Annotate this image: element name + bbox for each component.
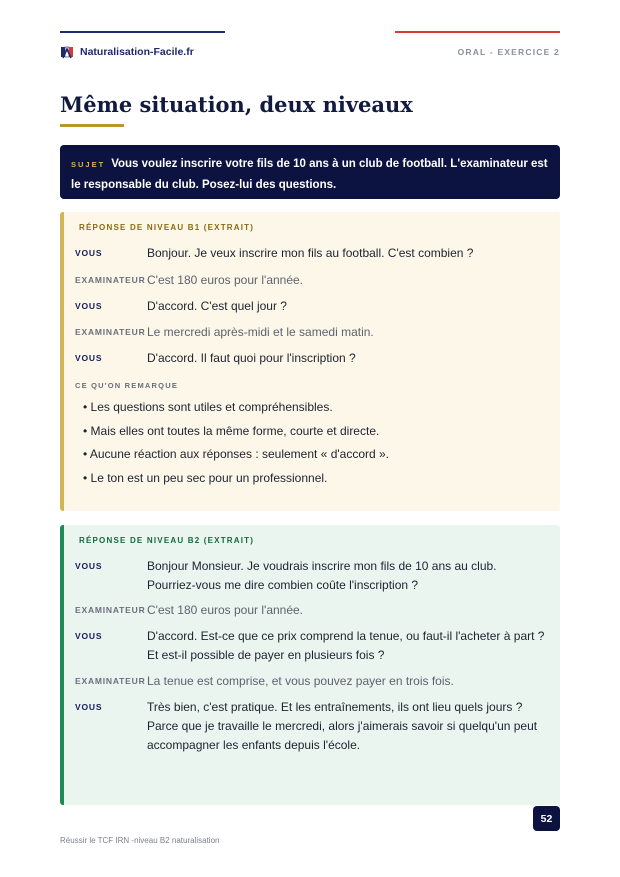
section-label: ORAL - EXERCICE 2 [457, 47, 560, 57]
remark-item: • Le ton est un peu sec pour un professionnel. [83, 470, 328, 485]
utterance: Le mercredi après-midi et le samedi matin. [147, 325, 374, 339]
remark-item: • Mais elles ont toutes la même forme, courte et directe. [83, 423, 380, 438]
speaker-label: VOUS [75, 631, 103, 641]
speaker-label: EXAMINATEUR [75, 605, 146, 615]
remarks-label: CE QU'ON REMARQUE [75, 381, 179, 390]
speaker-label: EXAMINATEUR [75, 275, 146, 285]
utterance: D'accord. Est-ce que ce prix comprend la tenue, ou faut-il l'acheter à part ? Et est-il possible de payer en plusieurs fois ? [147, 629, 545, 662]
utterance: Très bien, c'est pratique. Et les entraînements, ils ont lieu quels jours ? Parce que je travaille le mercredi, alors j'aimerais savoir si quelqu'un peut accompagner les enfants depuis l'école. [147, 700, 538, 752]
utterance: La tenue est comprise, et vous pouvez payer en trois fois. [147, 674, 454, 688]
utterance: D'accord. C'est quel jour ? [147, 299, 287, 313]
subject-tag: SUJET [71, 160, 106, 169]
speaker-label: VOUS [75, 561, 103, 571]
b1-panel-label: RÉPONSE DE NIVEAU B1 (EXTRAIT) [79, 223, 255, 232]
speaker-label: VOUS [75, 301, 103, 311]
speaker-label: EXAMINATEUR [75, 676, 146, 686]
b2-panel-label: RÉPONSE DE NIVEAU B2 (EXTRAIT) [79, 536, 255, 545]
utterance: Bonjour Monsieur. Je voudrais inscrire mon fils de 10 ans au club. Pourriez-vous me dire combien coûte l'inscription ? [147, 559, 497, 592]
speaker-label: VOUS [75, 248, 103, 258]
page-number-badge: 52 [533, 806, 560, 831]
page-title: Même situation, deux niveaux [60, 92, 413, 117]
remark-item: • Les questions sont utiles et compréhensibles. [83, 400, 333, 414]
brand[interactable] [60, 45, 194, 59]
brand-name: Naturalisation-Facile.fr [80, 46, 194, 58]
utterance: C'est 180 euros pour l'année. [147, 603, 304, 617]
header-tricolor-rule [60, 31, 560, 33]
utterance: C'est 180 euros pour l'année. [147, 273, 304, 287]
subject-box [60, 145, 560, 199]
utterance: D'accord. Il faut quoi pour l'inscription ? [147, 351, 356, 365]
speaker-label: EXAMINATEUR [75, 327, 146, 337]
remark-item: • Aucune réaction aux réponses : seulement « d'accord ». [83, 447, 390, 461]
remarks-list [83, 399, 389, 493]
b1-response-panel [60, 212, 560, 511]
marianne-logo-icon [60, 45, 74, 59]
speaker-label: VOUS [75, 702, 103, 712]
speaker-label: VOUS [75, 353, 103, 363]
b2-response-panel [60, 525, 560, 805]
subject-text: Vous voulez inscrire votre fils de 10 ans à un club de football. L'examinateur est le responsable du club. Posez-lui des questions. [71, 158, 548, 191]
footer-text: Réussir le TCF IRN -niveau B2 naturalisation [60, 836, 220, 845]
title-underline [60, 124, 124, 127]
utterance: Bonjour. Je veux inscrire mon fils au football. C'est combien ? [147, 246, 474, 260]
